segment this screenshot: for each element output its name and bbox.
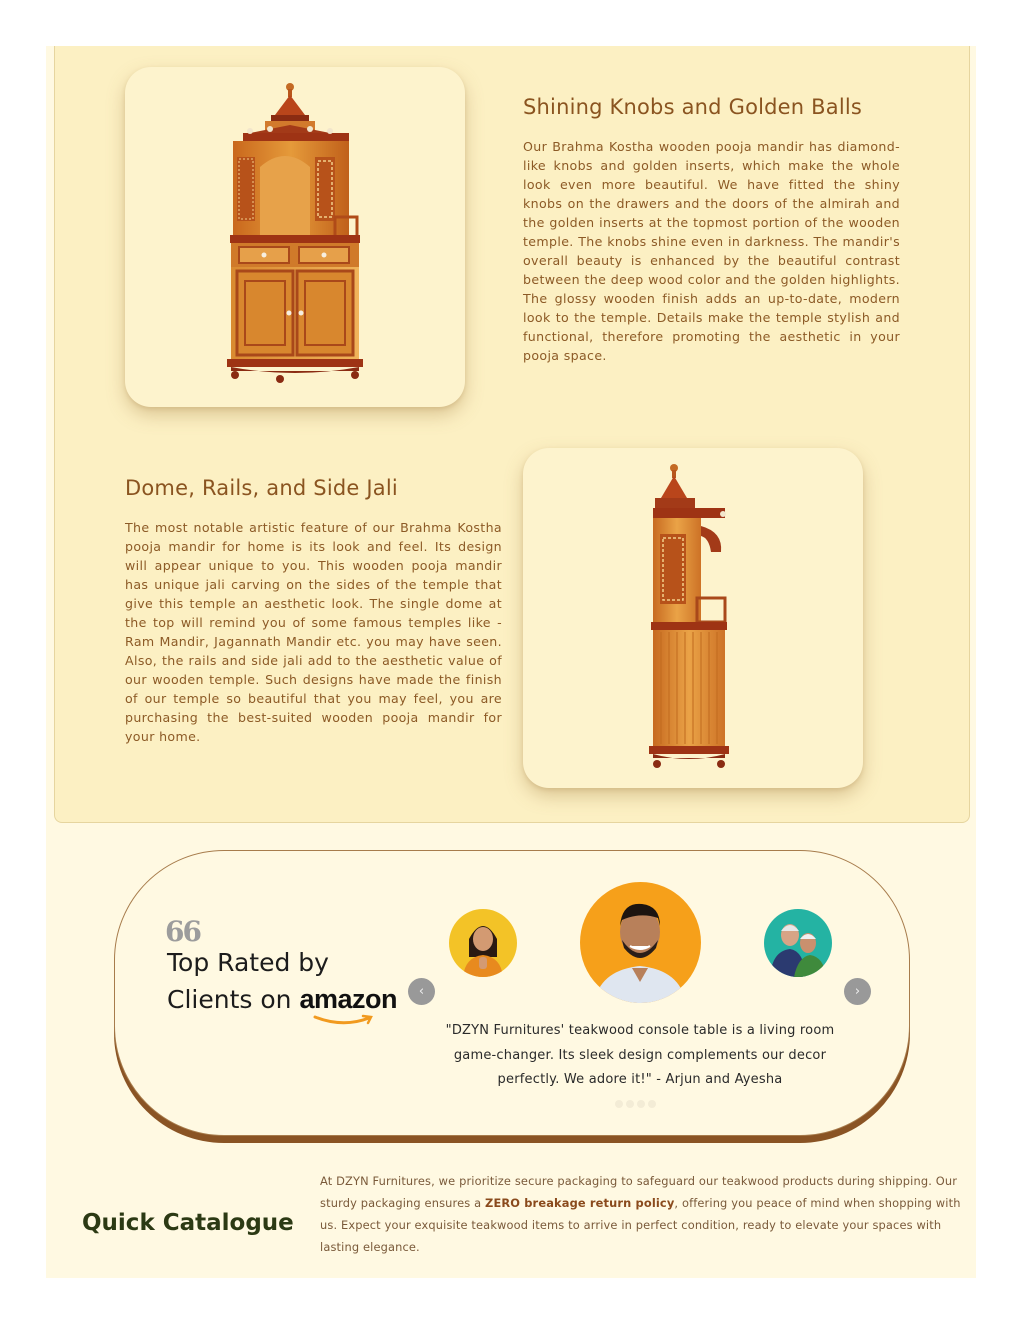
rated-heading-line-1: Top Rated by xyxy=(167,948,329,977)
customer-couple-icon xyxy=(764,909,832,977)
product-features-section xyxy=(54,46,970,823)
carousel-dot[interactable] xyxy=(648,1100,656,1108)
carousel-next-button[interactable]: › xyxy=(844,978,871,1005)
product-image-card-side xyxy=(523,448,863,788)
section-title-knobs: Shining Knobs and Golden Balls xyxy=(523,95,863,119)
customer-woman-icon xyxy=(449,909,517,977)
customer-avatar-1[interactable] xyxy=(449,909,517,977)
zero-breakage-policy-text: ZERO breakage return policy xyxy=(485,1196,675,1210)
carousel-dot[interactable] xyxy=(626,1100,634,1108)
testimonial-carousel xyxy=(114,850,910,1136)
quote-mark: 66 xyxy=(165,915,200,948)
quick-catalogue-title: Quick Catalogue xyxy=(82,1210,294,1236)
product-image-card-front xyxy=(125,67,465,407)
packaging-policy-text: At DZYN Furnitures, we prioritize secure packaging to safeguard our teakwood products during shipping. Our sturdy packaging ensures a ZERO breakage return policy, offering you peace of mind when shopping with us. Expect your exquisite teakwood items to arrive in perfect condition, ready to elevate your spaces with lasting elegance. xyxy=(320,1174,961,1254)
rated-heading-prefix: Clients on xyxy=(167,985,300,1014)
rated-heading-line-2 xyxy=(167,984,397,1015)
testimonial-quote: "DZYN Furnitures' teakwood console table is a living room game-changer. Its sleek design complements our decor perfectly. We adore it!" - Arjun and Ayesha xyxy=(445,1023,835,1087)
section-body-dome: The most notable artistic feature of our Brahma Kostha pooja mandir for home is its look and feel. Its design will appear unique to you. This wooden pooja mandir has unique jali carving on the sides of the temple that give this temple an aesthetic look. The single dome at the top will remind you of some famous temples like - Ram Mandir, Jagannath Mandir etc. you may have seen. Also, the rails and side jali add to the aesthetic value of our wooden temple. Such designs have made the finish of our temple so beautiful that you may feel, you are purchasing the best-suited wooden pooja mandir for your home. xyxy=(125,520,502,744)
customer-man-icon xyxy=(580,882,701,1003)
customer-avatar-3[interactable] xyxy=(764,909,832,977)
section-body-knobs: Our Brahma Kostha wooden pooja mandir has diamond-like knobs and golden inserts, which make the whole look even more beautiful. We have fitted the shiny knobs on the drawers and the doors of the almirah and the golden inserts at the topmost portion of the wooden temple. The knobs shine even in darkness. The mandir's overall beauty is enhanced by the beautiful contrast between the deep wood color and the golden highlights. The glossy wooden finish adds an up-to-date, modern look to the temple. Details make the temple stylish and functional, therefore promoting the aesthetic in your pooja space. xyxy=(523,139,900,363)
carousel-prev-button[interactable]: ‹ xyxy=(408,978,435,1005)
carousel-dot[interactable] xyxy=(637,1100,645,1108)
wooden-mandir-front-icon xyxy=(125,67,465,407)
wooden-mandir-side-icon xyxy=(523,448,863,788)
section-title-dome: Dome, Rails, and Side Jali xyxy=(125,476,398,500)
amazon-smile-icon xyxy=(313,1014,375,1026)
customer-avatar-2[interactable] xyxy=(580,882,701,1003)
carousel-dots xyxy=(615,1095,659,1113)
amazon-logo: amazon xyxy=(299,984,397,1014)
carousel-dot[interactable] xyxy=(615,1100,623,1108)
page xyxy=(46,46,976,1278)
